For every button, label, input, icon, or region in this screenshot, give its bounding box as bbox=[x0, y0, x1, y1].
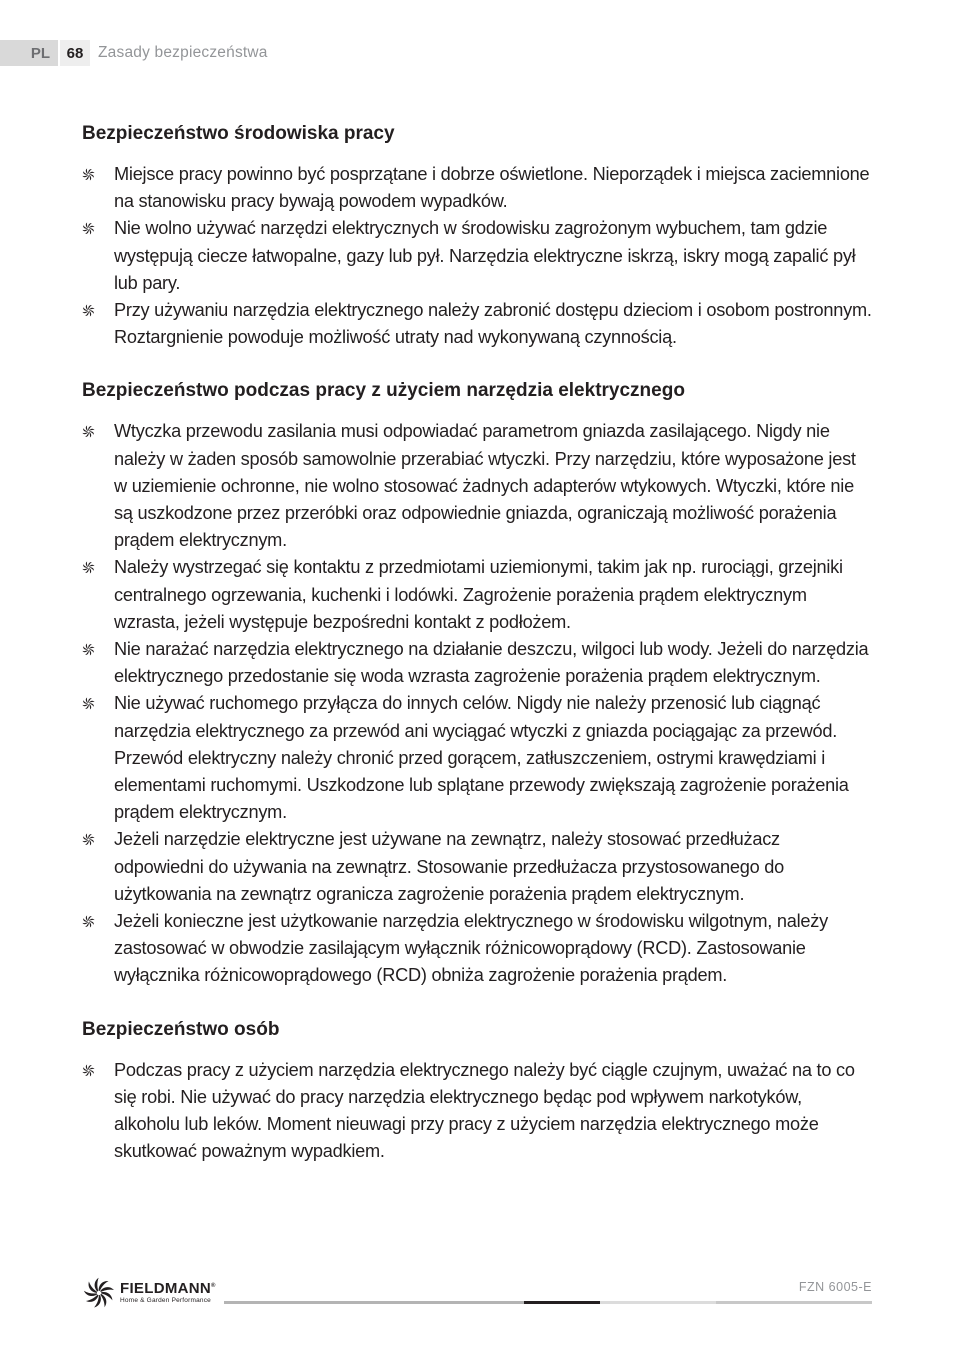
fan-bullet-icon bbox=[82, 222, 95, 235]
list-item bbox=[82, 1057, 872, 1166]
list-item bbox=[82, 690, 872, 826]
brand-name: FIELDMANN bbox=[120, 1280, 212, 1298]
list-item-text: Należy wystrzegać się kontaktu z przedmiotami uziemionymi, takim jak np. rurociągi, grzejniki centralnego ogrzewania, kuchenki i lodówki. Zagrożenie porażenia prądem elektrycznym wzrasta, jeżeli występuje bezpośredni kontakt z podłożem. bbox=[114, 557, 843, 632]
list-item bbox=[82, 554, 872, 636]
section bbox=[82, 121, 872, 351]
fan-bullet-icon bbox=[82, 168, 95, 181]
fan-bullet-icon bbox=[82, 833, 95, 846]
list-item-text: Jeżeli narzędzie elektryczne jest używane na zewnątrz, należy stosować przedłużacz odpowiedni do używania na zewnątrz. Stosowanie przedłużacza przystosowanego do użytkowania na zewnątrz ogranicza zagrożenie porażenia prądem elektrycznym. bbox=[114, 829, 785, 904]
list-item bbox=[82, 908, 872, 990]
section-heading: Bezpieczeństwo osób bbox=[82, 1018, 280, 1040]
document-body bbox=[82, 121, 872, 1193]
brand-logo bbox=[82, 1276, 222, 1310]
fan-bullet-icon bbox=[82, 697, 95, 710]
fieldmann-fan-logo-icon bbox=[82, 1276, 116, 1310]
fan-bullet-icon bbox=[82, 304, 95, 317]
bullet-list bbox=[82, 161, 872, 351]
footer-rule-light-left bbox=[224, 1301, 524, 1304]
list-item bbox=[82, 215, 872, 297]
footer-rule-light-right bbox=[716, 1301, 872, 1304]
list-item-text: Jeżeli konieczne jest użytkowanie narzędzia elektrycznego w środowisku wilgotnym, należy zastosować w obwodzie zasilającym wyłącznik różnicowoprądowy (RCD). Zastosowanie wyłącznika różnicowoprądowego (RCD) obniża zagrożenie porażenia prądem. bbox=[114, 911, 828, 986]
page-footer bbox=[82, 1276, 872, 1310]
list-item bbox=[82, 161, 872, 215]
list-item bbox=[82, 826, 872, 908]
bullet-list bbox=[82, 418, 872, 989]
footer-rule-light-mid bbox=[600, 1301, 716, 1304]
page-header bbox=[0, 40, 268, 66]
section-heading: Bezpieczeństwo środowiska pracy bbox=[82, 123, 395, 144]
section bbox=[82, 378, 872, 989]
trademark-mark: ® bbox=[211, 1283, 216, 1290]
brand-tagline: Home & Garden Performance bbox=[120, 1297, 211, 1305]
model-code: FZN 6005-E bbox=[798, 1280, 872, 1294]
list-item-text: Nie używać ruchomego przyłącza do innych celów. Nigdy nie należy przenosić lub ciągnąć narzędzia elektrycznego za przewód ani wyciągać wtyczki z gniazda pociągając za przewód. Przewód elektryczny należy chronić przed gorącem, zatłuszczeniem, ostrymi krawędziami i elementami ruchomymi. Uszkodzone lub splątane przewody zwiększają zagrożenie porażenia prądem elektrycznym. bbox=[114, 693, 849, 823]
list-item bbox=[82, 636, 872, 690]
footer-rule-dark bbox=[524, 1301, 600, 1304]
fan-bullet-icon bbox=[82, 1064, 95, 1077]
running-header-title: Zasady bezpieczeństwa bbox=[98, 44, 268, 61]
list-item-text: Wtyczka przewodu zasilania musi odpowiadać parametrom gniazda zasilającego. Nigdy nie należy w żaden sposób samowolnie przerabiać wtyczki. Przy narzędziu, które wyposażone jest w uziemienie ochronne, nie wolno stosować żadnych adapterów wtykowych. Wtyczki, które nie są uszkodzone przez przeróbki oraz odpowiednie gniazda, ograniczają możliwość porażenia prądem elektrycznym. bbox=[114, 421, 856, 551]
language-badge: PL bbox=[0, 40, 58, 66]
page-number: 68 bbox=[60, 40, 90, 66]
section bbox=[82, 1017, 872, 1166]
section-heading: Bezpieczeństwo podczas pracy z użyciem narzędzia elektrycznego bbox=[82, 380, 685, 402]
fan-bullet-icon bbox=[82, 915, 95, 928]
list-item bbox=[82, 418, 872, 554]
fan-bullet-icon bbox=[82, 643, 95, 656]
fan-bullet-icon bbox=[82, 425, 95, 438]
fan-bullet-icon bbox=[82, 561, 95, 574]
list-item bbox=[82, 297, 872, 351]
list-item-text: Podczas pracy z użyciem narzędzia elektrycznego należy być ciągle czujnym, uważać na to co się robi. Nie używać do pracy narzędzia elektrycznego będąc pod wpływem narkotyków, alkoholu lub leków. Moment nieuwagi przy pracy z użyciem narzędzia elektrycznego może skutkować poważnym wypadkiem. bbox=[114, 1059, 855, 1162]
list-item-text: Nie wolno używać narzędzi elektrycznych w środowisku zagrożonym wybuchem, tam gdzie występują ciecze łatwopalne, gazy lub pył. Narzędzia elektryczne iskrzą, iskry mogą zapalić pył lub pary. bbox=[114, 218, 856, 293]
list-item-text: Przy używaniu narzędzia elektrycznego należy zabronić dostępu dzieciom i osobom postronnym. Roztargnienie powoduje możliwość utraty nad wykonywaną czynnością. bbox=[114, 300, 872, 348]
list-item-text: Nie narażać narzędzia elektrycznego na działanie deszczu, wilgoci lub wody. Jeżeli do narzędzia elektrycznego przedostanie się woda wzrasta zagrożenie porażenia prądem elektrycznym. bbox=[114, 639, 869, 687]
bullet-list bbox=[82, 1057, 872, 1166]
list-item-text: Miejsce pracy powinno być posprzątane i dobrze oświetlone. Nieporządek i miejsca zaciemnione na stanowisku pracy bywają powodem wypadków. bbox=[114, 164, 870, 212]
